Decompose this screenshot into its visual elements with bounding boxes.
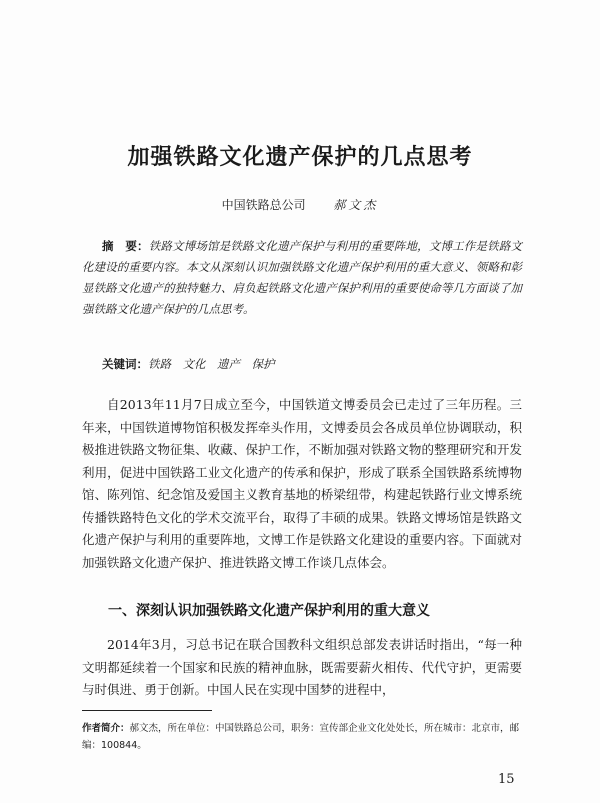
author-footnote — [82, 720, 522, 754]
footnote-label: 作者简介： — [82, 723, 130, 734]
keywords-text: 铁路 文化 遗产 保护 — [148, 357, 275, 371]
abstract-label: 摘 要： — [102, 239, 149, 253]
byline — [0, 196, 600, 213]
article-title: 加强铁路文化遗产保护的几点思考 — [127, 145, 473, 170]
body-paragraph-1: 自2013年11月7日成立至今，中国铁道文博委员会已走过了三年历程。三年来，中国铁道博物馆积极发挥牵头作用，文博委员会各成员单位协调联动，积极推进铁路文物征集、收藏、保护工作，不断加强对铁路文物的整理研究和开发利用，促进中国铁路工业文化遗产的传承和保护，形成了联系全国铁路系统博物馆、陈列馆、纪念馆及爱国主义教育基地的桥梁纽带，构建起铁路行业文博系统传播铁路特色文化的学术交流平台，取得了丰硕的成果。铁路文博场馆是铁路文化遗产保护与利用的重要阵地，文博工作是铁路文化建设的重要内容。下面就对加强铁路文化遗产保护、推进铁路文博工作谈几点体会。 — [82, 397, 522, 570]
author-organization: 中国铁路总公司 — [221, 198, 306, 212]
page-number: 15 — [498, 772, 515, 787]
body-paragraph-2: 2014年3月，习总书记在联合国教科文组织总部发表讲话时指出，“每一种文明都延续着一个国家和民族的精神血脉，既需要薪火相传、代代守护，更需要与时俱进、勇于创新。中国人民在实现中国梦的进程中， — [82, 637, 522, 697]
footnote-divider — [82, 710, 212, 711]
author-name: 郝文杰 — [333, 198, 379, 212]
abstract — [82, 236, 522, 320]
abstract-text: 铁路文博场馆是铁路文化遗产保护与利用的重要阵地，文博工作是铁路文化建设的重要内容。本文从深刻认识加强铁路文化遗产保护利用的重大意义、领略和彰显铁路文化遗产的独特魅力、肩负起铁路文化遗产保护利用的重要使命等几方面谈了加强铁路文化遗产保护的几点思考。 — [82, 239, 522, 316]
keywords-label: 关键词： — [102, 357, 148, 371]
keywords — [102, 356, 522, 372]
section-heading: 一、深刻认识加强铁路文化遗产保护利用的重大意义 — [108, 603, 430, 619]
footnote-text: 郝文杰，所在单位：中国铁路总公司，职务：宣传部企业文化处处长，所在城市：北京市，邮编：100844。 — [82, 723, 520, 751]
